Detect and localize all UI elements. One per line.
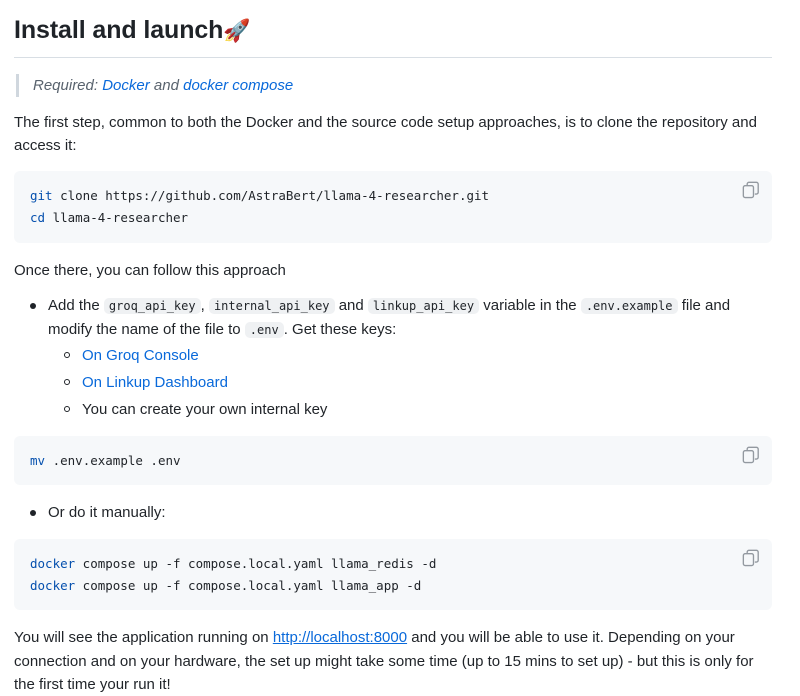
code-text: llama-4-researcher: [45, 210, 189, 226]
requirements-prefix: Required:: [33, 76, 99, 94]
docker-link[interactable]: Docker: [102, 76, 150, 94]
groq-console-link[interactable]: On Groq Console: [82, 346, 199, 364]
code-block-docker-compose-up[interactable]: [14, 539, 772, 611]
code-text: .env.example .env: [45, 452, 181, 468]
code-keyword: cd: [30, 210, 46, 226]
bullet-text-part2: variable in the: [483, 297, 577, 315]
code-block-clone-repo[interactable]: [14, 171, 772, 243]
code-keyword: docker: [30, 577, 76, 593]
bullet-comma: ,: [200, 297, 205, 315]
code-env: .env: [245, 322, 284, 338]
bullet-manual: Or do it manually:: [44, 501, 772, 524]
manual-bullet-list: [14, 501, 772, 524]
intro-paragraph: The first step, common to both the Docker and the source code setup approaches, is to clone the repository and access it:: [14, 113, 757, 154]
bullet-text-part3: file and modify the name of the file to: [48, 297, 731, 338]
final-text-part2: and you will be able to use it. Depending on your connection and on your hardware, the set up might take some time (up to 15 mins to set up) - but this is only for the first time your run it!: [14, 629, 754, 693]
page-title: [14, 14, 772, 58]
requirements-conjunction: and: [153, 76, 179, 94]
final-text-part1: You will see the application running on: [14, 629, 269, 647]
setup-bullet-list: [14, 294, 772, 421]
localhost-link[interactable]: http://localhost:8000: [272, 629, 408, 647]
code-keyword: git: [30, 188, 53, 204]
bullet-and: and: [338, 297, 364, 315]
code-internal-api-key: internal_api_key: [209, 298, 335, 314]
copy-icon[interactable]: [742, 446, 760, 464]
requirements-blockquote: [16, 74, 772, 97]
bullet-add-keys: [44, 294, 772, 421]
page-title-text: Install and launch: [14, 16, 224, 44]
code-text: clone https://github.com/AstraBert/llama-4-researcher.git: [52, 188, 490, 204]
list-item: [78, 344, 772, 367]
bullet-text-part1: Add the: [48, 297, 100, 315]
code-linkup-api-key: linkup_api_key: [368, 298, 479, 314]
list-item: You can create your own internal key: [78, 398, 772, 421]
bullet-text-part4: . Get these keys:: [283, 320, 397, 338]
keys-sub-list: [48, 344, 772, 422]
code-text: compose up -f compose.local.yaml llama_app -d: [75, 577, 422, 593]
final-paragraph: [14, 626, 772, 696]
approach-paragraph: Once there, you can follow this approach: [14, 262, 286, 279]
copy-icon[interactable]: [742, 549, 760, 567]
code-keyword: mv: [30, 452, 46, 468]
code-env-example: .env.example: [581, 298, 678, 314]
list-item: [78, 371, 772, 394]
code-keyword: docker: [30, 555, 76, 571]
code-text: compose up -f compose.local.yaml llama_redis -d: [75, 555, 437, 571]
code-groq-api-key: groq_api_key: [104, 298, 201, 314]
linkup-dashboard-link[interactable]: On Linkup Dashboard: [82, 374, 228, 391]
rocket-icon: 🚀: [223, 18, 251, 43]
copy-icon[interactable]: [742, 181, 760, 199]
docker-compose-link[interactable]: docker compose: [183, 76, 294, 94]
code-block-rename-env-file[interactable]: [14, 436, 772, 486]
